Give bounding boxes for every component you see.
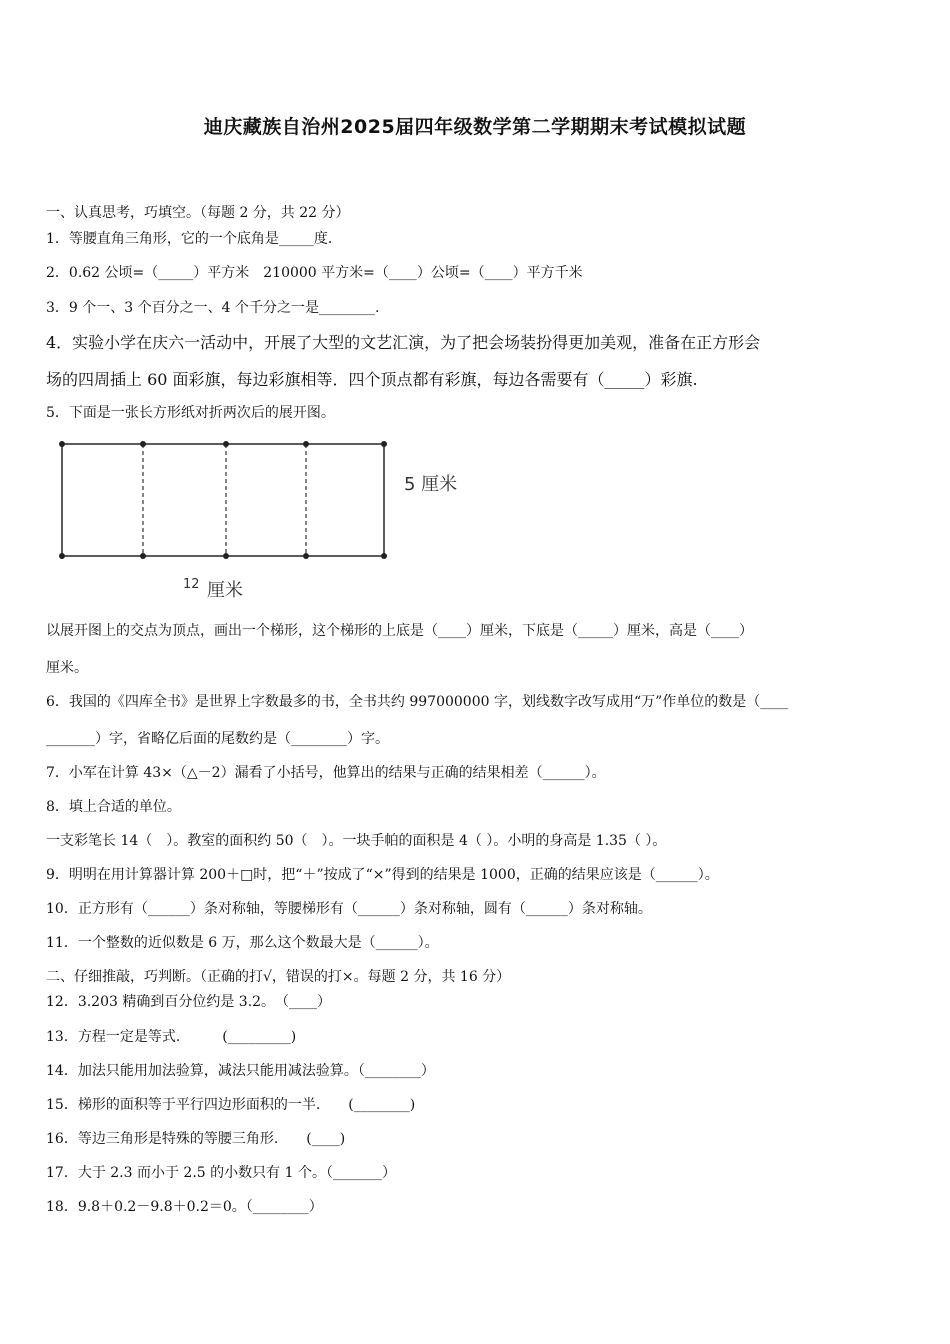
question-8-line-2: 一支彩笔长 14（ ）。教室的面积约 50（ ）。一块手帕的面积是 4（ ）。小明的身高是 1.35（ ）。 — [46, 833, 667, 849]
vertex-dot — [223, 441, 229, 447]
vertex-dot — [59, 441, 65, 447]
question-8: 8．填上合适的单位。 — [46, 799, 181, 815]
vertex-dot — [381, 441, 387, 447]
question-4-line-1: 4．实验小学在庆六一活动中，开展了大型的文艺汇演，为了把会场装扮得更加美观，准备在正方形会 — [46, 333, 761, 352]
question-17: 17．大于 2.3 而小于 2.5 的小数只有 1 个。（_______） — [46, 1165, 396, 1181]
question-16: 16．等边三角形是特殊的等腰三角形. (____) — [46, 1131, 346, 1147]
question-10: 10．正方形有（______）条对称轴，等腰梯形有（______）条对称轴，圆有（______）条对称轴。 — [46, 901, 652, 917]
question-5: 5．下面是一张长方形纸对折两次后的展开图。 — [46, 405, 335, 421]
vertex-dot — [140, 441, 146, 447]
unfolded-paper-diagram — [50, 434, 470, 609]
question-7: 7．小军在计算 43×（△－2）漏看了小括号，他算出的结果与正确的结果相差（______）。 — [46, 765, 606, 781]
vertex-dot — [140, 553, 146, 559]
vertex-dot — [223, 553, 229, 559]
question-6-line-1: 6．我国的《四库全书》是世界上字数最多的书，全书共约 997000000 字，划线数字改写成用“万”作单位的数是（____ — [46, 694, 789, 710]
question-9: 9．明明在用计算器计算 200＋□时，把“＋”按成了“×”得到的结果是 1000，正确的结果应该是（______）。 — [46, 867, 719, 883]
question-6-line-2: _______）字，省略亿后面的尾数约是（________）字。 — [46, 731, 389, 747]
question-18: 18．9.8＋0.2－9.8＋0.2＝0。（________） — [46, 1199, 323, 1215]
question-2: 2．0.62 公顷=（_____）平方米 210000 平方米=（____）公顷=（____）平方千米 — [46, 265, 583, 281]
height-label: 5 厘米 — [404, 474, 458, 495]
page-title: 迪庆藏族自治州2025届四年级数学第二学期期末考试模拟试题 — [203, 116, 747, 138]
question-15: 15．梯形的面积等于平行四边形面积的一半. (________) — [46, 1097, 416, 1113]
question-5-line-3: 厘米。 — [46, 660, 88, 676]
section-heading-true-false: 二、仔细推敲，巧判断。（正确的打√，错误的打×。每题 2 分，共 16 分） — [46, 969, 511, 985]
section-heading-fill-blank: 一、认真思考，巧填空。（每题 2 分，共 22 分） — [46, 205, 350, 221]
width-label-number: 12 — [183, 577, 200, 592]
paper-outline — [62, 444, 384, 556]
vertex-dot — [303, 553, 309, 559]
question-3: 3．9 个一、3 个百分之一、4 个千分之一是________. — [46, 300, 380, 316]
question-12: 12．3.203 精确到百分位约是 3.2。 （____） — [46, 994, 332, 1010]
vertex-dot — [381, 553, 387, 559]
question-5-line-2: 以展开图上的交点为顶点，画出一个梯形，这个梯形的上底是（____）厘米，下底是（_____）厘米，高是（____） — [46, 623, 753, 639]
vertex-dot — [303, 441, 309, 447]
width-label-unit: 厘米 — [207, 580, 243, 601]
question-1: 1．等腰直角三角形，它的一个底角是_____度. — [46, 231, 333, 247]
question-13: 13．方程一定是等式. (_________) — [46, 1029, 297, 1045]
vertex-dot — [59, 553, 65, 559]
question-11: 11．一个整数的近似数是 6 万，那么这个数最大是（______）。 — [46, 935, 439, 951]
question-4-line-2: 场的四周插上 60 面彩旗，每边彩旗相等．四个顶点都有彩旗，每边各需要有（_____）彩旗. — [46, 370, 698, 389]
question-14: 14．加法只能用加法验算，减法只能用减法验算。（________） — [46, 1063, 435, 1079]
